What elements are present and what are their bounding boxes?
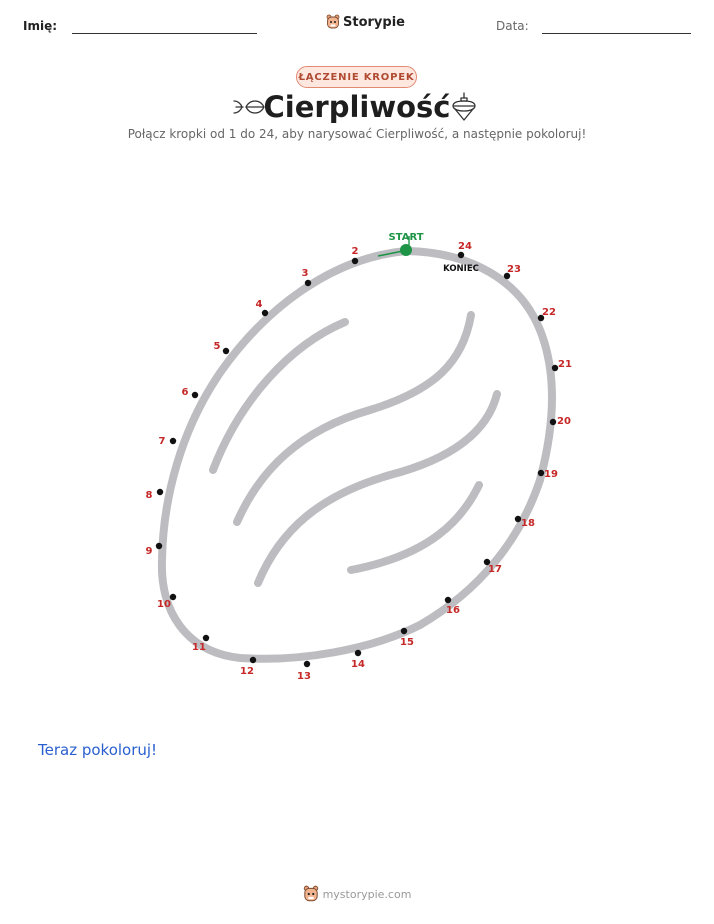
inner-stripe-1 bbox=[213, 322, 345, 470]
dot-12[interactable] bbox=[250, 657, 256, 663]
dot-label-8: 8 bbox=[145, 490, 153, 501]
inner-stripe-3 bbox=[258, 394, 497, 583]
dot-label-14: 14 bbox=[351, 659, 365, 670]
dot-label-7: 7 bbox=[158, 436, 166, 447]
dot-label-24: 24 bbox=[458, 241, 472, 252]
instructions-subtitle: Połącz kropki od 1 do 24, aby narysować Cierpliwość, a następnie pokoloruj! bbox=[127, 127, 587, 141]
dot-24[interactable] bbox=[458, 252, 464, 258]
date-label: Data: bbox=[496, 19, 529, 33]
inner-stripe-4 bbox=[351, 485, 479, 570]
dot-label-19: 19 bbox=[544, 469, 558, 480]
dot-4[interactable] bbox=[262, 310, 268, 316]
dot-label-23: 23 bbox=[507, 264, 521, 275]
dot-label-15: 15 bbox=[400, 637, 414, 648]
dot-9[interactable] bbox=[156, 543, 162, 549]
dot-13[interactable] bbox=[304, 661, 310, 667]
start-dot bbox=[400, 244, 412, 256]
dot-label-10: 10 bbox=[157, 599, 171, 610]
dot-label-13: 13 bbox=[297, 671, 311, 682]
footer-site: mystorypie.com bbox=[322, 887, 412, 901]
dot-label-3: 3 bbox=[301, 268, 309, 279]
dot-15[interactable] bbox=[401, 628, 407, 634]
dot-6[interactable] bbox=[192, 392, 198, 398]
dot-2[interactable] bbox=[352, 258, 358, 264]
start-label: START bbox=[388, 232, 424, 243]
dot-label-18: 18 bbox=[521, 518, 535, 529]
end-label: KONIEC bbox=[443, 264, 479, 274]
activity-badge: ŁĄCZENIE KROPEK bbox=[296, 66, 417, 88]
dot-label-21: 21 bbox=[558, 359, 572, 370]
footer bbox=[0, 885, 714, 903]
dot-label-9: 9 bbox=[145, 546, 153, 557]
numbered-dots bbox=[146, 241, 572, 682]
dot-label-11: 11 bbox=[192, 642, 206, 653]
page-title: Cierpliwość bbox=[263, 90, 451, 124]
dot-label-4: 4 bbox=[255, 299, 263, 310]
dot-label-22: 22 bbox=[542, 307, 556, 318]
outline-guide bbox=[162, 251, 552, 659]
dot-20[interactable] bbox=[550, 419, 556, 425]
dot-label-20: 20 bbox=[557, 416, 571, 427]
dot-label-5: 5 bbox=[213, 341, 221, 352]
color-prompt: Teraz pokoloruj! bbox=[38, 741, 158, 759]
dot-8[interactable] bbox=[157, 489, 163, 495]
dot-label-12: 12 bbox=[240, 666, 254, 677]
dot-label-16: 16 bbox=[446, 605, 460, 616]
dot-5[interactable] bbox=[223, 348, 229, 354]
dot-7[interactable] bbox=[170, 438, 176, 444]
dot-label-2: 2 bbox=[351, 246, 359, 257]
dot-16[interactable] bbox=[445, 597, 451, 603]
storypie-mascot-icon bbox=[303, 885, 319, 903]
dot-11[interactable] bbox=[203, 635, 209, 641]
dot-14[interactable] bbox=[355, 650, 361, 656]
brand-name: Storypie bbox=[343, 14, 405, 30]
dot-label-17: 17 bbox=[488, 564, 502, 575]
name-label: Imię: bbox=[23, 19, 58, 33]
dot-3[interactable] bbox=[305, 280, 311, 286]
dot-label-6: 6 bbox=[181, 387, 189, 398]
